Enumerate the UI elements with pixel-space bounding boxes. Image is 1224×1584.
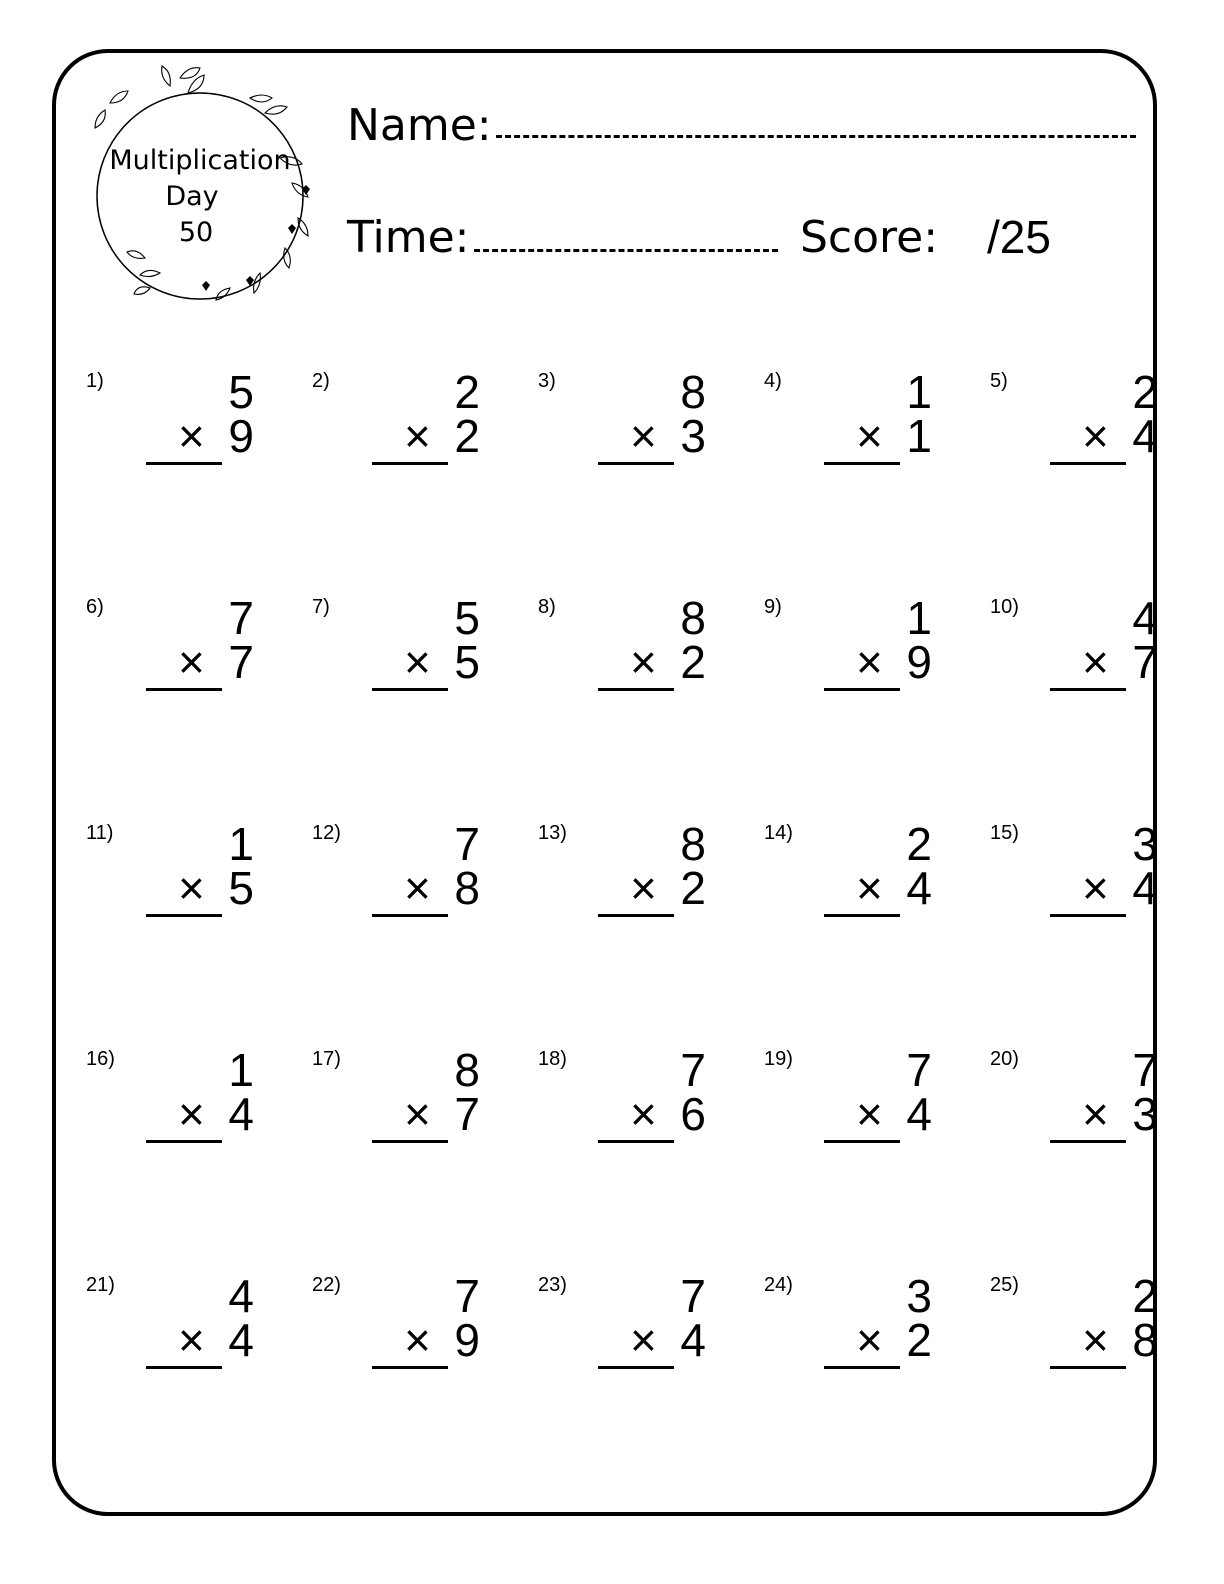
multiplicand: 8 — [680, 592, 706, 644]
problem-11 — [86, 818, 276, 943]
answer-line[interactable] — [824, 1140, 900, 1143]
badge-day-label: Day — [165, 181, 219, 212]
answer-line[interactable] — [1050, 914, 1126, 917]
answer-line[interactable] — [598, 914, 674, 917]
times-sign: × — [1082, 410, 1109, 462]
times-sign: × — [404, 410, 431, 462]
answer-line[interactable] — [372, 462, 448, 465]
answer-line[interactable] — [824, 914, 900, 917]
multiplicand: 3 — [1132, 818, 1158, 870]
answer-line[interactable] — [146, 914, 222, 917]
problem-2 — [312, 366, 502, 491]
times-sign: × — [1082, 1088, 1109, 1140]
multiplier: 2 — [906, 1314, 932, 1366]
multiplier: 2 — [680, 636, 706, 688]
times-sign: × — [856, 862, 883, 914]
problem-number: 17) — [312, 1048, 341, 1070]
problem-10 — [990, 592, 1180, 717]
times-sign: × — [178, 410, 205, 462]
problem-8 — [538, 592, 728, 717]
times-sign: × — [856, 636, 883, 688]
multiplicand: 5 — [454, 592, 480, 644]
multiplicand: 5 — [228, 366, 254, 418]
multiplier: 2 — [680, 862, 706, 914]
multiplier: 6 — [680, 1088, 706, 1140]
problem-number: 19) — [764, 1048, 793, 1070]
badge-day-number: 50 — [178, 217, 214, 248]
answer-line[interactable] — [598, 1366, 674, 1369]
problem-24 — [764, 1270, 954, 1395]
problem-number: 21) — [86, 1274, 115, 1296]
multiplier: 8 — [1132, 1314, 1158, 1366]
answer-line[interactable] — [372, 1140, 448, 1143]
times-sign: × — [178, 636, 205, 688]
problem-number: 6) — [86, 596, 104, 618]
problem-18 — [538, 1044, 728, 1169]
score-label: Score: — [800, 212, 939, 263]
badge-title: Multiplication — [109, 145, 291, 176]
name-field[interactable] — [496, 135, 1136, 138]
answer-line[interactable] — [372, 914, 448, 917]
problem-number: 12) — [312, 822, 341, 844]
multiplier: 4 — [228, 1314, 254, 1366]
times-sign: × — [630, 862, 657, 914]
name-label: Name: — [347, 100, 492, 151]
problem-number: 14) — [764, 822, 793, 844]
answer-line[interactable] — [1050, 1366, 1126, 1369]
problem-number: 4) — [764, 370, 782, 392]
multiplier: 4 — [1132, 862, 1158, 914]
time-field[interactable] — [474, 249, 778, 252]
problem-22 — [312, 1270, 502, 1395]
multiplier: 3 — [680, 410, 706, 462]
multiplier: 4 — [906, 862, 932, 914]
answer-line[interactable] — [824, 462, 900, 465]
problem-number: 15) — [990, 822, 1019, 844]
answer-line[interactable] — [372, 688, 448, 691]
multiplicand: 7 — [680, 1270, 706, 1322]
multiplicand: 7 — [228, 592, 254, 644]
times-sign: × — [856, 1088, 883, 1140]
answer-line[interactable] — [1050, 1140, 1126, 1143]
answer-line[interactable] — [372, 1366, 448, 1369]
multiplicand: 7 — [454, 818, 480, 870]
multiplicand: 2 — [454, 366, 480, 418]
times-sign: × — [404, 1314, 431, 1366]
problem-number: 3) — [538, 370, 556, 392]
multiplier: 4 — [680, 1314, 706, 1366]
problem-number: 5) — [990, 370, 1008, 392]
multiplicand: 1 — [228, 1044, 254, 1096]
multiplicand: 7 — [1132, 1044, 1158, 1096]
multiplicand: 2 — [1132, 366, 1158, 418]
multiplicand: 7 — [454, 1270, 480, 1322]
problem-13 — [538, 818, 728, 943]
score-total: /25 — [987, 211, 1051, 263]
problem-21 — [86, 1270, 276, 1395]
multiplier: 2 — [454, 410, 480, 462]
answer-line[interactable] — [824, 1366, 900, 1369]
answer-line[interactable] — [598, 462, 674, 465]
times-sign: × — [856, 410, 883, 462]
multiplier: 5 — [228, 862, 254, 914]
times-sign: × — [404, 1088, 431, 1140]
multiplier: 9 — [454, 1314, 480, 1366]
problem-number: 20) — [990, 1048, 1019, 1070]
multiplicand: 4 — [228, 1270, 254, 1322]
multiplier: 5 — [454, 636, 480, 688]
multiplier: 9 — [906, 636, 932, 688]
problem-number: 7) — [312, 596, 330, 618]
problem-number: 23) — [538, 1274, 567, 1296]
answer-line[interactable] — [146, 462, 222, 465]
answer-line[interactable] — [1050, 688, 1126, 691]
problem-19 — [764, 1044, 954, 1169]
multiplier: 3 — [1132, 1088, 1158, 1140]
times-sign: × — [630, 1088, 657, 1140]
answer-line[interactable] — [824, 688, 900, 691]
problem-number: 1) — [86, 370, 104, 392]
multiplier: 4 — [906, 1088, 932, 1140]
times-sign: × — [1082, 862, 1109, 914]
times-sign: × — [178, 1088, 205, 1140]
multiplier: 1 — [906, 410, 932, 462]
problem-17 — [312, 1044, 502, 1169]
problem-number: 22) — [312, 1274, 341, 1296]
problem-6 — [86, 592, 276, 717]
problem-20 — [990, 1044, 1180, 1169]
times-sign: × — [404, 862, 431, 914]
multiplicand: 2 — [1132, 1270, 1158, 1322]
times-sign: × — [630, 636, 657, 688]
problem-12 — [312, 818, 502, 943]
multiplier: 7 — [1132, 636, 1158, 688]
problem-number: 13) — [538, 822, 567, 844]
answer-line[interactable] — [1050, 462, 1126, 465]
multiplicand: 8 — [680, 818, 706, 870]
answer-line[interactable] — [146, 1366, 222, 1369]
problem-16 — [86, 1044, 276, 1169]
multiplicand: 7 — [680, 1044, 706, 1096]
problem-number: 16) — [86, 1048, 115, 1070]
problem-number: 24) — [764, 1274, 793, 1296]
answer-line[interactable] — [598, 688, 674, 691]
multiplicand: 2 — [906, 818, 932, 870]
time-label: Time: — [347, 212, 470, 263]
multiplicand: 8 — [454, 1044, 480, 1096]
problem-5 — [990, 366, 1180, 491]
multiplier: 4 — [228, 1088, 254, 1140]
multiplicand: 4 — [1132, 592, 1158, 644]
problem-25 — [990, 1270, 1180, 1395]
answer-line[interactable] — [146, 1140, 222, 1143]
problem-number: 25) — [990, 1274, 1019, 1296]
problem-number: 8) — [538, 596, 556, 618]
problem-7 — [312, 592, 502, 717]
multiplier: 7 — [454, 1088, 480, 1140]
times-sign: × — [1082, 1314, 1109, 1366]
problem-number: 18) — [538, 1048, 567, 1070]
problem-number: 10) — [990, 596, 1019, 618]
multiplicand: 3 — [906, 1270, 932, 1322]
multiplier: 7 — [228, 636, 254, 688]
title-wreath — [70, 58, 320, 303]
multiplier: 4 — [1132, 410, 1158, 462]
times-sign: × — [856, 1314, 883, 1366]
problem-4 — [764, 366, 954, 491]
answer-line[interactable] — [598, 1140, 674, 1143]
times-sign: × — [404, 636, 431, 688]
problem-23 — [538, 1270, 728, 1395]
multiplicand: 8 — [680, 366, 706, 418]
multiplicand: 7 — [906, 1044, 932, 1096]
problem-number: 9) — [764, 596, 782, 618]
problem-15 — [990, 818, 1180, 943]
problem-9 — [764, 592, 954, 717]
problem-3 — [538, 366, 728, 491]
times-sign: × — [630, 410, 657, 462]
multiplier: 8 — [454, 862, 480, 914]
multiplier: 9 — [228, 410, 254, 462]
problem-1 — [86, 366, 276, 491]
multiplicand: 1 — [906, 366, 932, 418]
times-sign: × — [630, 1314, 657, 1366]
answer-line[interactable] — [146, 688, 222, 691]
times-sign: × — [178, 862, 205, 914]
problem-14 — [764, 818, 954, 943]
problem-number: 11) — [86, 822, 114, 844]
multiplicand: 1 — [906, 592, 932, 644]
times-sign: × — [1082, 636, 1109, 688]
multiplicand: 1 — [228, 818, 254, 870]
problem-number: 2) — [312, 370, 330, 392]
times-sign: × — [178, 1314, 205, 1366]
